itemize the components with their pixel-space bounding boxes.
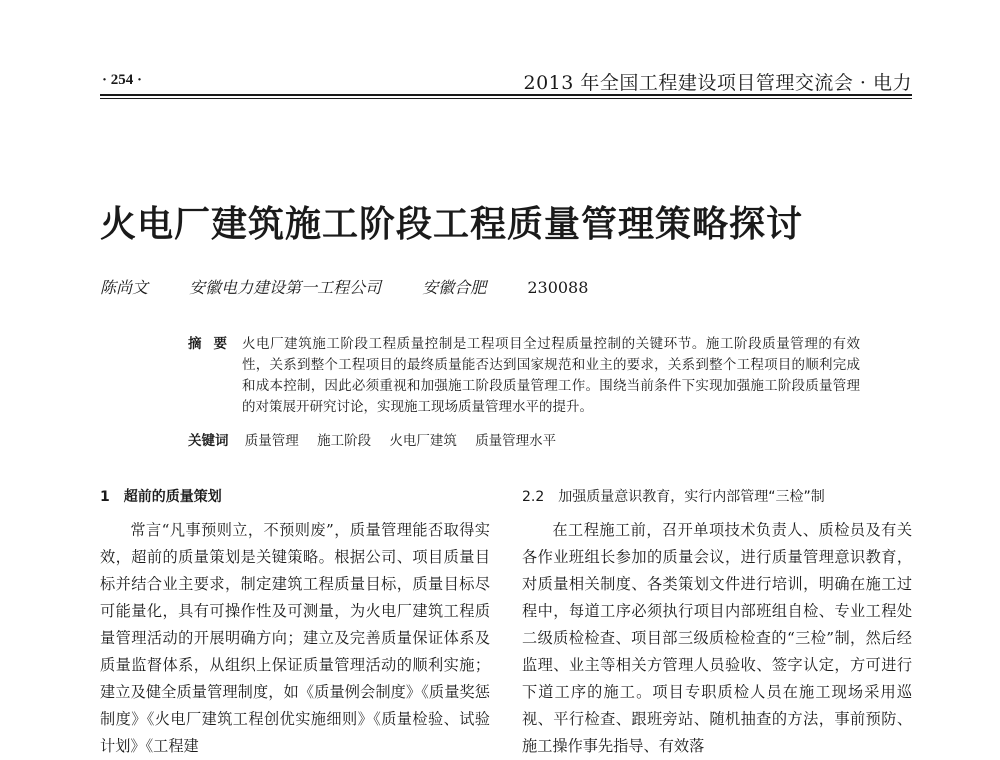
author-affiliation: 安徽电力建设第一工程公司 xyxy=(189,278,382,297)
section-heading-1: 1 超前的质量策划 xyxy=(100,489,222,505)
header-rule xyxy=(100,94,912,99)
keyword: 质量管理 xyxy=(244,433,299,449)
left-column xyxy=(100,484,490,760)
body-paragraph: 常言“凡事预则立，不预则废”，质量管理能否取得实效，超前的质量策划是关键策略。根据公司、项目质量目标并结合业主要求，制定建筑工程质量目标，质量目标尽可能量化，具有可操作性及可测量，为火电厂建筑工程质量管理活动的开展明确方向；建立及完善质量保证体系及质量监督体系，从组织上保证质量管理活动的顺利实施；建立及健全质量管理制度，如《质量例会制度》《质量奖惩制度》《火电厂建筑工程创优实施细则》《质量检验、试验计划》《工程建 xyxy=(100,521,490,755)
keywords-label: 关键词 xyxy=(188,433,229,449)
abstract xyxy=(188,334,860,418)
keyword: 施工阶段 xyxy=(317,433,372,449)
author-location: 安徽合肥 xyxy=(422,278,487,297)
article-title: 火电厂建筑施工阶段工程质量管理策略探讨 xyxy=(100,204,804,245)
journal-title: 2013 年全国工程建设项目管理交流会 · 电力 xyxy=(523,72,912,94)
section-heading-2-2: 2.2 加强质量意识教育，实行内部管理“三检”制 xyxy=(522,489,825,505)
body-paragraph: 在工程施工前，召开单项技术负责人、质检员及有关各作业班组长参加的质量会议，进行质量管理意识教育，对质量相关制度、各类策划文件进行培训，明确在施工过程中，每道工序必须执行项目内部班组自检、专业工程处二级质检检查、项目部三级质检检查的“三检”制，然后经监理、业主等相关方管理人员验收、签字认定，方可进行下道工序的施工。项目专职质检人员在施工现场采用巡视、平行检查、跟班旁站、随机抽查的方法，事前预防、施工操作事先指导、有效落 xyxy=(522,521,912,755)
abstract-text: 火电厂建筑施工阶段工程质量控制是工程项目全过程质量控制的关键环节。施工阶段质量管理的有效性，关系到整个工程项目的最终质量能否达到国家规范和业主的要求，关系到整个工程项目的顺利完成和成本控制，因此必须重视和加强施工阶段质量管理工作。围绕当前条件下实现加强施工阶段质量管理的对策展开研究讨论，实现施工现场质量管理水平的提升。 xyxy=(242,336,860,415)
author-postcode: 230088 xyxy=(527,278,589,297)
author-name: 陈尚文 xyxy=(100,278,149,297)
page-header xyxy=(100,68,912,94)
abstract-label: 摘要 xyxy=(188,336,239,352)
keywords xyxy=(188,431,570,452)
keyword: 火电厂建筑 xyxy=(389,433,457,449)
right-column xyxy=(522,484,912,760)
keyword: 质量管理水平 xyxy=(475,433,557,449)
page-number: · 254 · xyxy=(102,72,143,88)
author-line xyxy=(100,275,610,298)
